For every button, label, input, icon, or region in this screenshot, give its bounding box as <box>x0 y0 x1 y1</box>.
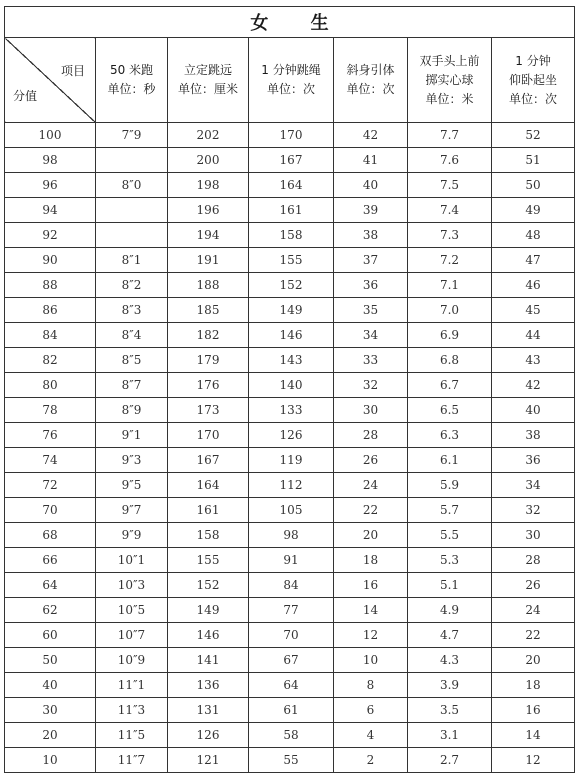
run-50m-cell: 9″1 <box>96 423 168 448</box>
situps-cell: 51 <box>492 148 575 173</box>
table-row <box>5 723 575 748</box>
long-jump-cell: 182 <box>168 323 249 348</box>
table-row <box>5 598 575 623</box>
ball-throw-cell: 6.9 <box>408 323 492 348</box>
long-jump-cell: 146 <box>168 623 249 648</box>
header-line: 单位：秒 <box>107 82 156 96</box>
jump-rope-cell: 91 <box>249 548 334 573</box>
ball-throw-cell: 5.9 <box>408 473 492 498</box>
header-line: 双手头上前 <box>419 53 480 68</box>
table-row <box>5 198 575 223</box>
header-line: 立定跳远 <box>183 63 232 77</box>
header-situps <box>492 38 575 123</box>
jump-rope-cell: 58 <box>249 723 334 748</box>
score-cell: 92 <box>5 223 96 248</box>
jump-rope-cell: 170 <box>249 123 334 148</box>
jump-rope-cell: 77 <box>249 598 334 623</box>
jump-rope-cell: 161 <box>249 198 334 223</box>
ball-throw-cell: 2.7 <box>408 748 492 773</box>
table-row <box>5 123 575 148</box>
run-50m-cell <box>96 198 168 223</box>
long-jump-cell: 191 <box>168 248 249 273</box>
long-jump-cell: 152 <box>168 573 249 598</box>
run-50m-cell: 9″3 <box>96 448 168 473</box>
pullup-cell: 37 <box>334 248 408 273</box>
jump-rope-cell: 167 <box>249 148 334 173</box>
pullup-cell: 36 <box>334 273 408 298</box>
score-sheet <box>4 6 574 767</box>
long-jump-cell: 194 <box>168 223 249 248</box>
run-50m-cell: 8″0 <box>96 173 168 198</box>
jump-rope-cell: 158 <box>249 223 334 248</box>
long-jump-cell: 131 <box>168 698 249 723</box>
pullup-cell: 10 <box>334 648 408 673</box>
header-line: 仰卧起坐 <box>508 72 557 87</box>
ball-throw-cell: 7.1 <box>408 273 492 298</box>
jump-rope-cell: 146 <box>249 323 334 348</box>
pullup-cell: 4 <box>334 723 408 748</box>
run-50m-cell: 10″3 <box>96 573 168 598</box>
header-line: 掷实心球 <box>425 72 474 87</box>
corner-item-label: 项目 <box>60 64 85 78</box>
table-row <box>5 748 575 773</box>
table-row <box>5 548 575 573</box>
run-50m-cell: 8″1 <box>96 248 168 273</box>
table-row <box>5 573 575 598</box>
pullup-cell: 39 <box>334 198 408 223</box>
jump-rope-cell: 152 <box>249 273 334 298</box>
pullup-cell: 38 <box>334 223 408 248</box>
run-50m-cell: 11″7 <box>96 748 168 773</box>
score-cell: 50 <box>5 648 96 673</box>
jump-rope-cell: 84 <box>249 573 334 598</box>
table-row <box>5 423 575 448</box>
ball-throw-cell: 7.3 <box>408 223 492 248</box>
long-jump-cell: 200 <box>168 148 249 173</box>
table-row <box>5 673 575 698</box>
header-line: 单位：次 <box>266 82 315 96</box>
long-jump-cell: 136 <box>168 673 249 698</box>
jump-rope-cell: 140 <box>249 373 334 398</box>
pullup-cell: 18 <box>334 548 408 573</box>
run-50m-cell: 11″5 <box>96 723 168 748</box>
table-row <box>5 648 575 673</box>
jump-rope-cell: 126 <box>249 423 334 448</box>
situps-cell: 14 <box>492 723 575 748</box>
run-50m-cell: 7″9 <box>96 123 168 148</box>
score-table-body <box>5 123 575 773</box>
ball-throw-cell: 7.5 <box>408 173 492 198</box>
situps-cell: 28 <box>492 548 575 573</box>
situps-cell: 42 <box>492 373 575 398</box>
pullup-cell: 40 <box>334 173 408 198</box>
long-jump-cell: 164 <box>168 473 249 498</box>
score-cell: 84 <box>5 323 96 348</box>
table-row <box>5 223 575 248</box>
situps-cell: 26 <box>492 573 575 598</box>
long-jump-cell: 170 <box>168 423 249 448</box>
pullup-cell: 14 <box>334 598 408 623</box>
situps-cell: 34 <box>492 473 575 498</box>
run-50m-cell: 11″3 <box>96 698 168 723</box>
jump-rope-cell: 67 <box>249 648 334 673</box>
ball-throw-cell: 6.3 <box>408 423 492 448</box>
situps-cell: 52 <box>492 123 575 148</box>
run-50m-cell: 10″5 <box>96 598 168 623</box>
long-jump-cell: 161 <box>168 498 249 523</box>
long-jump-cell: 198 <box>168 173 249 198</box>
situps-cell: 16 <box>492 698 575 723</box>
table-row <box>5 323 575 348</box>
pullup-cell: 12 <box>334 623 408 648</box>
ball-throw-cell: 6.5 <box>408 398 492 423</box>
pullup-cell: 20 <box>334 523 408 548</box>
jump-rope-cell: 155 <box>249 248 334 273</box>
jump-rope-cell: 55 <box>249 748 334 773</box>
score-cell: 74 <box>5 448 96 473</box>
long-jump-cell: 121 <box>168 748 249 773</box>
table-row <box>5 623 575 648</box>
header-50m-run <box>96 38 168 123</box>
score-cell: 78 <box>5 398 96 423</box>
run-50m-cell: 8″2 <box>96 273 168 298</box>
situps-cell: 46 <box>492 273 575 298</box>
header-inclined-pullup <box>334 38 408 123</box>
long-jump-cell: 126 <box>168 723 249 748</box>
header-line: 1 分钟跳绳 <box>261 63 321 77</box>
score-cell: 88 <box>5 273 96 298</box>
run-50m-cell <box>96 223 168 248</box>
situps-cell: 32 <box>492 498 575 523</box>
situps-cell: 40 <box>492 398 575 423</box>
corner-score-label: 分值 <box>13 89 38 103</box>
situps-cell: 44 <box>492 323 575 348</box>
long-jump-cell: 167 <box>168 448 249 473</box>
ball-throw-cell: 7.4 <box>408 198 492 223</box>
header-line: 斜身引体 <box>346 63 395 77</box>
pullup-cell: 32 <box>334 373 408 398</box>
score-cell: 68 <box>5 523 96 548</box>
table-row <box>5 348 575 373</box>
jump-rope-cell: 61 <box>249 698 334 723</box>
pullup-cell: 8 <box>334 673 408 698</box>
jump-rope-cell: 112 <box>249 473 334 498</box>
score-cell: 62 <box>5 598 96 623</box>
jump-rope-cell: 70 <box>249 623 334 648</box>
header-line: 单位：次 <box>508 91 557 106</box>
pullup-cell: 33 <box>334 348 408 373</box>
pullup-cell: 6 <box>334 698 408 723</box>
ball-throw-cell: 5.5 <box>408 523 492 548</box>
jump-rope-cell: 64 <box>249 673 334 698</box>
situps-cell: 38 <box>492 423 575 448</box>
jump-rope-cell: 164 <box>249 173 334 198</box>
header-line: 单位：厘米 <box>177 82 238 96</box>
run-50m-cell: 9″9 <box>96 523 168 548</box>
jump-rope-cell: 133 <box>249 398 334 423</box>
score-cell: 70 <box>5 498 96 523</box>
situps-cell: 20 <box>492 648 575 673</box>
long-jump-cell: 149 <box>168 598 249 623</box>
table-row <box>5 498 575 523</box>
ball-throw-cell: 7.2 <box>408 248 492 273</box>
ball-throw-cell: 4.3 <box>408 648 492 673</box>
ball-throw-cell: 5.1 <box>408 573 492 598</box>
long-jump-cell: 185 <box>168 298 249 323</box>
jump-rope-cell: 119 <box>249 448 334 473</box>
situps-cell: 12 <box>492 748 575 773</box>
ball-throw-cell: 5.7 <box>408 498 492 523</box>
table-row <box>5 398 575 423</box>
run-50m-cell: 8″5 <box>96 348 168 373</box>
pullup-cell: 35 <box>334 298 408 323</box>
table-row <box>5 298 575 323</box>
table-title: 女 生 <box>5 7 575 38</box>
pullup-cell: 41 <box>334 148 408 173</box>
score-cell: 30 <box>5 698 96 723</box>
situps-cell: 43 <box>492 348 575 373</box>
pullup-cell: 26 <box>334 448 408 473</box>
pullup-cell: 2 <box>334 748 408 773</box>
table-row <box>5 448 575 473</box>
header-line: 单位：米 <box>425 91 474 106</box>
pullup-cell: 28 <box>334 423 408 448</box>
table-row <box>5 523 575 548</box>
pullup-cell: 16 <box>334 573 408 598</box>
score-cell: 72 <box>5 473 96 498</box>
long-jump-cell: 202 <box>168 123 249 148</box>
score-cell: 86 <box>5 298 96 323</box>
ball-throw-cell: 5.3 <box>408 548 492 573</box>
pullup-cell: 30 <box>334 398 408 423</box>
header-line: 单位：次 <box>346 82 395 96</box>
ball-throw-cell: 3.1 <box>408 723 492 748</box>
ball-throw-cell: 6.7 <box>408 373 492 398</box>
title-row <box>5 7 575 38</box>
run-50m-cell: 8″3 <box>96 298 168 323</box>
situps-cell: 45 <box>492 298 575 323</box>
corner-header-cell <box>5 38 96 123</box>
table-row <box>5 473 575 498</box>
score-cell: 76 <box>5 423 96 448</box>
long-jump-cell: 141 <box>168 648 249 673</box>
jump-rope-cell: 143 <box>249 348 334 373</box>
run-50m-cell: 8″4 <box>96 323 168 348</box>
score-cell: 94 <box>5 198 96 223</box>
situps-cell: 47 <box>492 248 575 273</box>
header-medicine-ball-throw <box>408 38 492 123</box>
ball-throw-cell: 4.7 <box>408 623 492 648</box>
ball-throw-cell: 7.6 <box>408 148 492 173</box>
score-cell: 98 <box>5 148 96 173</box>
jump-rope-cell: 149 <box>249 298 334 323</box>
score-cell: 96 <box>5 173 96 198</box>
score-cell: 82 <box>5 348 96 373</box>
header-line: 1 分钟 <box>515 53 551 68</box>
situps-cell: 36 <box>492 448 575 473</box>
header-standing-long-jump <box>168 38 249 123</box>
run-50m-cell: 8″9 <box>96 398 168 423</box>
long-jump-cell: 173 <box>168 398 249 423</box>
situps-cell: 22 <box>492 623 575 648</box>
run-50m-cell: 9″5 <box>96 473 168 498</box>
header-jump-rope <box>249 38 334 123</box>
header-row <box>5 38 575 123</box>
pullup-cell: 42 <box>334 123 408 148</box>
score-cell: 40 <box>5 673 96 698</box>
long-jump-cell: 196 <box>168 198 249 223</box>
jump-rope-cell: 98 <box>249 523 334 548</box>
ball-throw-cell: 6.1 <box>408 448 492 473</box>
score-cell: 60 <box>5 623 96 648</box>
situps-cell: 49 <box>492 198 575 223</box>
situps-cell: 48 <box>492 223 575 248</box>
ball-throw-cell: 6.8 <box>408 348 492 373</box>
score-cell: 80 <box>5 373 96 398</box>
situps-cell: 50 <box>492 173 575 198</box>
ball-throw-cell: 3.5 <box>408 698 492 723</box>
pullup-cell: 22 <box>334 498 408 523</box>
long-jump-cell: 176 <box>168 373 249 398</box>
long-jump-cell: 188 <box>168 273 249 298</box>
table-row <box>5 698 575 723</box>
situps-cell: 30 <box>492 523 575 548</box>
female-score-table <box>4 6 575 773</box>
run-50m-cell: 10″1 <box>96 548 168 573</box>
run-50m-cell: 10″9 <box>96 648 168 673</box>
ball-throw-cell: 7.7 <box>408 123 492 148</box>
run-50m-cell: 9″7 <box>96 498 168 523</box>
run-50m-cell <box>96 148 168 173</box>
score-cell: 66 <box>5 548 96 573</box>
situps-cell: 18 <box>492 673 575 698</box>
situps-cell: 24 <box>492 598 575 623</box>
table-row <box>5 248 575 273</box>
table-row <box>5 173 575 198</box>
header-line: 50 米跑 <box>109 63 154 77</box>
table-row <box>5 373 575 398</box>
long-jump-cell: 158 <box>168 523 249 548</box>
run-50m-cell: 11″1 <box>96 673 168 698</box>
table-row <box>5 148 575 173</box>
run-50m-cell: 8″7 <box>96 373 168 398</box>
ball-throw-cell: 3.9 <box>408 673 492 698</box>
long-jump-cell: 179 <box>168 348 249 373</box>
jump-rope-cell: 105 <box>249 498 334 523</box>
score-cell: 90 <box>5 248 96 273</box>
ball-throw-cell: 4.9 <box>408 598 492 623</box>
long-jump-cell: 155 <box>168 548 249 573</box>
score-cell: 10 <box>5 748 96 773</box>
table-row <box>5 273 575 298</box>
pullup-cell: 34 <box>334 323 408 348</box>
score-cell: 100 <box>5 123 96 148</box>
score-cell: 64 <box>5 573 96 598</box>
run-50m-cell: 10″7 <box>96 623 168 648</box>
pullup-cell: 24 <box>334 473 408 498</box>
score-cell: 20 <box>5 723 96 748</box>
ball-throw-cell: 7.0 <box>408 298 492 323</box>
